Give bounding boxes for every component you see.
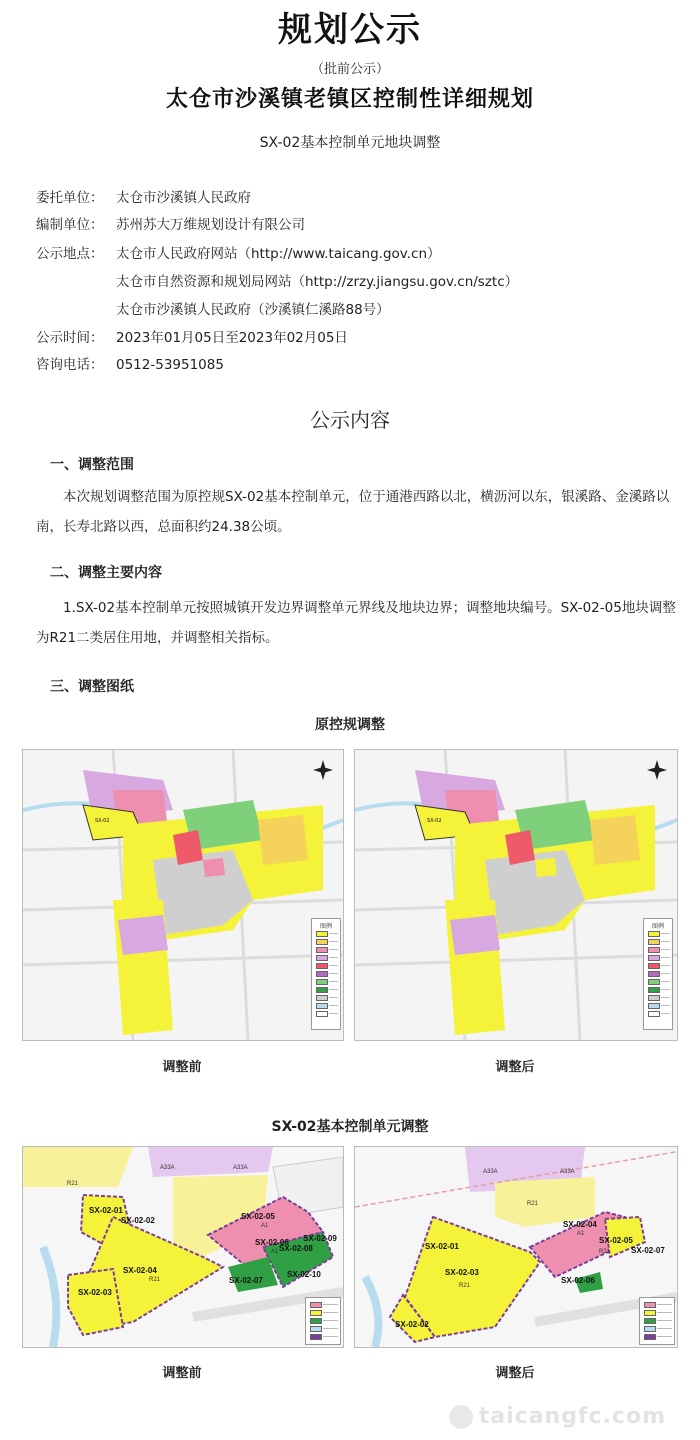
designer-value: 苏州苏大万维规划设计有限公司 [116,217,305,233]
client-value: 太仓市沙溪镇人民政府 [116,190,251,206]
parcel-label-after-sx-02-02: SX-02-02 [395,1320,429,1329]
designer-label: 编制单位： [36,217,104,233]
landuse-label-a33a-a: A33A [160,1165,175,1171]
paragraph-main-content: 1.SX-02基本控制单元按照城镇开发边界调整单元界线及地块边界；调整地块编号。SX-02-05地块调整为R21二类居住用地，并调整相关指标。 [36,600,676,646]
time-row [36,327,348,349]
time-value: 2023年01月05日至2023年02月05日 [116,330,348,346]
phone-value: 0512-53951085 [116,357,224,373]
figure1-caption-before: 调整前 [162,1060,202,1075]
figure2-title: SX-02基本控制单元调整 [271,1119,429,1135]
plan-name: 太仓市沙溪镇老镇区控制性详细规划 [165,87,534,112]
unit-legend-before [305,1297,341,1345]
map-unit-label-after: SX-02 [427,818,442,824]
map-unit-label: SX-02 [95,818,110,824]
place-value-1: 太仓市人民政府网站（http://www.taicang.gov.cn） [116,246,441,262]
map-legend [311,918,341,1030]
parcel-label-after-sx-02-07: SX-02-07 [631,1246,665,1255]
phone-label: 咨询电话： [36,357,104,373]
landuse-label-r21-b: R21 [149,1277,161,1283]
figure2-caption-after: 调整后 [495,1366,535,1381]
heading-scope: 一、调整范围 [50,457,134,473]
site-watermark [449,1404,666,1429]
parcel-label-after-sx-02-05: SX-02-05 [599,1236,633,1245]
map-unit-after [354,1146,678,1348]
parcel-label-sx-02-04: SX-02-04 [123,1266,157,1275]
landuse-label-after-a33a-a: A33A [483,1169,498,1175]
parcel-label-after-sx-02-06: SX-02-06 [561,1276,595,1285]
landuse-label-after-a33a-b: A33A [560,1169,575,1175]
place-value-3: 太仓市沙溪镇人民政府（沙溪镇仁溪路88号） [116,302,390,318]
parcel-label-after-sx-02-01: SX-02-01 [425,1242,459,1251]
client-label: 委托单位： [36,190,104,206]
landuse-label-after-r21-a: R21 [459,1283,471,1289]
parcel-label-sx-02-08: SX-02-08 [279,1244,313,1253]
map-unit-before-drawing [23,1147,343,1347]
parcel-label-sx-02-03: SX-02-03 [78,1288,112,1297]
paragraph-scope: 本次规划调整范围为原控规SX-02基本控制单元，位于通港西路以北，横沥河以东，银溪路、金溪路以南，长寿北路以西，总面积约24.38公顷。 [36,489,670,535]
place-label: 公示地点： [36,246,104,262]
parcel-label-sx-02-05: SX-02-05 [241,1212,275,1221]
landuse-label-a1-b: A1 [271,1249,279,1255]
figure2-caption-before: 调整前 [162,1366,202,1381]
section-title: 公示内容 [310,408,390,432]
figure1-caption-after: 调整后 [495,1060,535,1075]
map-unit-before [22,1146,344,1348]
map-legend-after [643,918,673,1030]
parcel-label-after-sx-02-03: SX-02-03 [445,1268,479,1277]
parcel-label-after-sx-02-04: SX-02-04 [563,1220,597,1229]
designer-row [36,214,305,236]
heading-main-content: 二、调整主要内容 [50,565,162,581]
page-title: 规划公示 [278,10,422,50]
landuse-label-after-r21-b: R21 [527,1201,539,1207]
heading-drawings: 三、调整图纸 [50,679,134,695]
landuse-label-after-a1: A1 [577,1231,585,1237]
map-unit-after-drawing [355,1147,677,1347]
place-value-2: 太仓市自然资源和规划局网站（http://zrzy.jiangsu.gov.cn/sztc） [116,274,519,290]
client-row [36,187,251,209]
time-label: 公示时间： [36,330,104,346]
parcel-label-sx-02-01: SX-02-01 [89,1206,123,1215]
landuse-label-a1-a: A1 [261,1223,269,1229]
parcel-label-sx-02-06: SX-02-06 [255,1238,289,1247]
smile-icon [449,1405,473,1429]
parcel-label-sx-02-09: SX-02-09 [303,1234,337,1243]
figure1-title: 原控规调整 [315,717,385,733]
parcel-label-sx-02-10: SX-02-10 [287,1270,321,1279]
parcel-label-sx-02-07: SX-02-07 [229,1276,263,1285]
plan-subtitle: SX-02基本控制单元地块调整 [259,135,441,151]
landuse-label-after-r21-c: R21 [599,1249,611,1255]
stage-label: （批前公示） [310,62,389,77]
phone-row [36,354,224,376]
parcel-label-sx-02-02: SX-02-02 [121,1216,155,1225]
landuse-label-r21-a: R21 [67,1181,79,1187]
legend-title: 图例 [319,923,332,930]
landuse-label-a33a-b: A33A [233,1165,248,1171]
place-row [36,243,441,265]
map-original-before-drawing [23,750,343,1040]
map-original-after [354,749,678,1041]
legend-title-after: 图例 [651,923,664,930]
watermark-text: taicangfc.com [478,1404,666,1429]
map-original-before [22,749,344,1041]
map-original-after-drawing [355,750,677,1040]
unit-legend-after [639,1297,675,1345]
